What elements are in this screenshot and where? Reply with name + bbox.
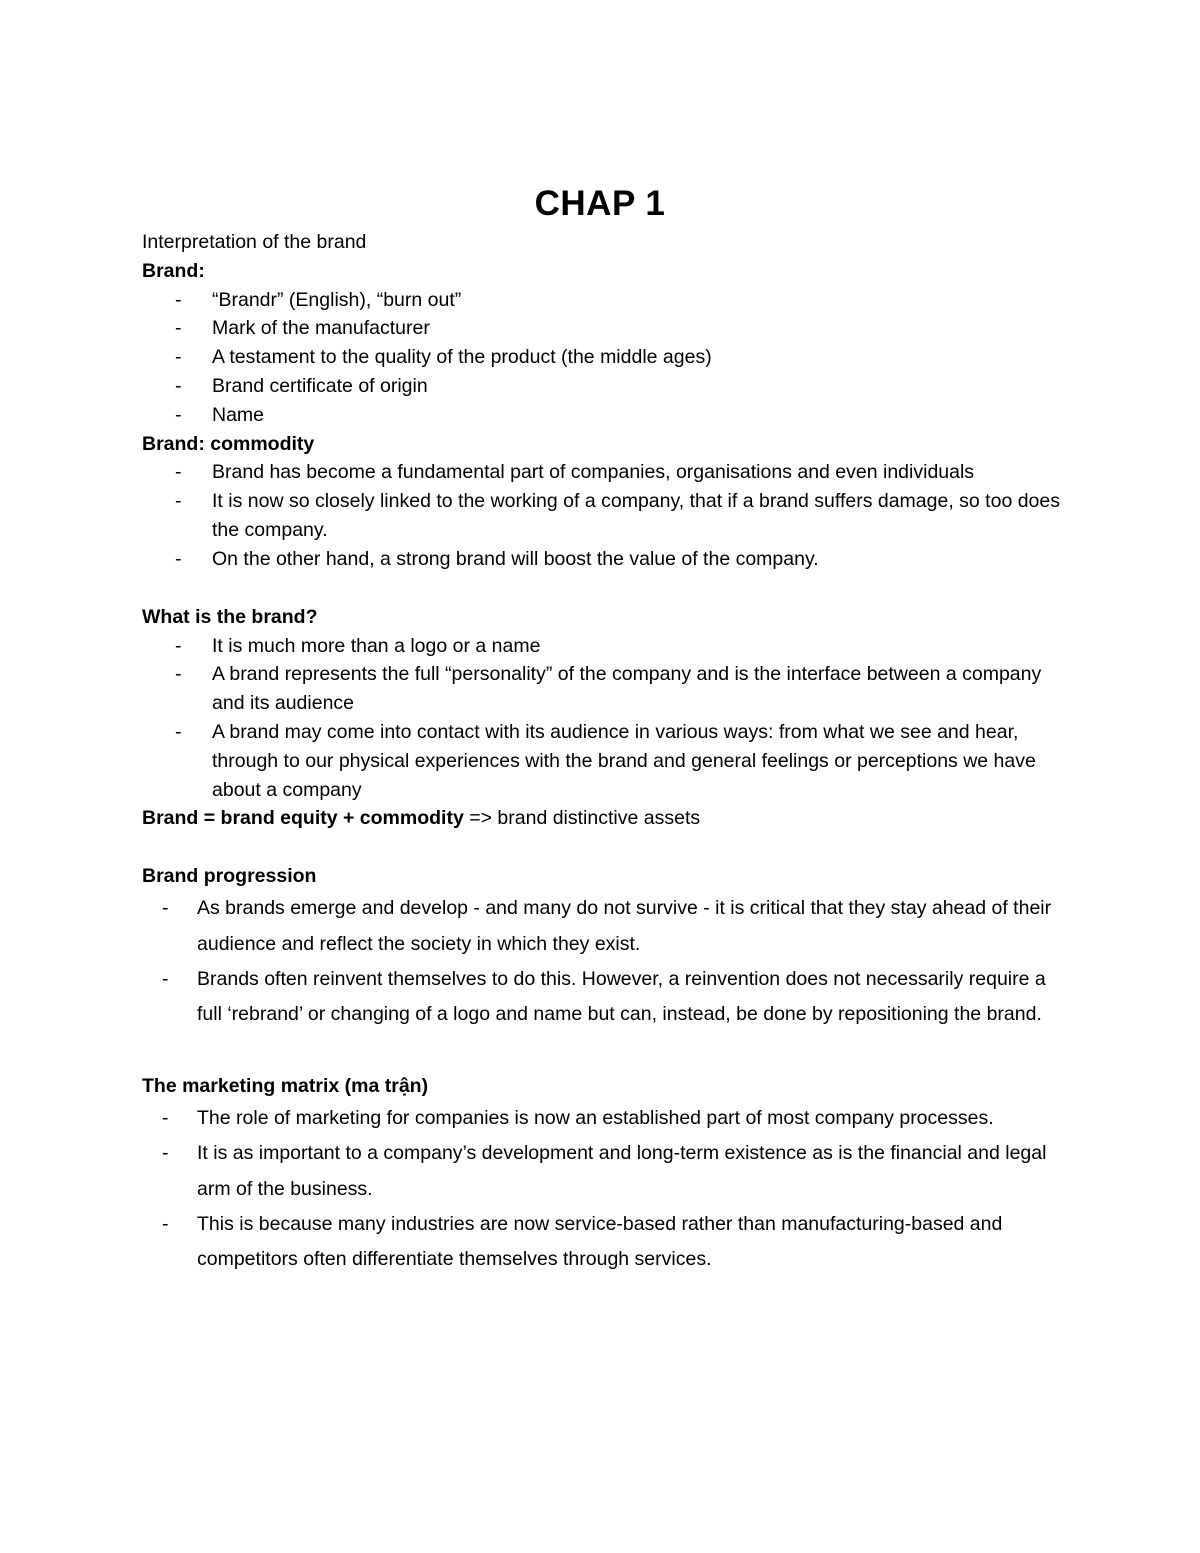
- list-item: [142, 1101, 1072, 1136]
- commodity-heading: Brand: commodity: [142, 432, 315, 455]
- equation-bold: Brand = brand equity + commodity: [142, 807, 464, 830]
- list-item: [142, 458, 1072, 487]
- list-item: [142, 343, 1072, 372]
- brand-list: [142, 286, 1072, 430]
- list-item-text: A brand represents the full “personality” of the company and is the interface between a company and its audience: [212, 663, 1042, 715]
- list-item-text: A testament to the quality of the product (the middle ages): [212, 346, 712, 369]
- bullet-dash: -: [175, 663, 182, 686]
- list-item-text: Brands often reinvent themselves to do this. However, a reinvention does not necessarily require a full ‘rebrand’ or changing of a logo and name but can, instead, be done by repositioning the brand.: [197, 967, 1046, 1026]
- list-item: [142, 401, 1072, 430]
- list-item-text: It is now so closely linked to the working of a company, that if a brand suffers damage, so too does the company.: [212, 490, 1060, 541]
- list-item-text: It is much more than a logo or a name: [212, 634, 541, 657]
- list-item-text: Brand certificate of origin: [212, 374, 428, 397]
- list-item: [142, 891, 1072, 962]
- what-list: [142, 632, 1072, 805]
- bullet-dash: -: [162, 1212, 169, 1235]
- bullet-dash: -: [162, 1142, 169, 1165]
- spacer: [142, 833, 1072, 861]
- progression-list: [142, 891, 1072, 1033]
- bullet-dash: -: [175, 403, 182, 426]
- bullet-dash: -: [175, 317, 182, 340]
- list-item: [142, 545, 1072, 574]
- list-item-text: Name: [212, 403, 265, 426]
- spacer: [142, 1033, 1072, 1071]
- list-item-text: On the other hand, a strong brand will boost the value of the company.: [212, 547, 819, 570]
- page-title: CHAP 1: [534, 184, 666, 223]
- progression-heading: Brand progression: [142, 865, 317, 888]
- list-item: [142, 1207, 1072, 1278]
- list-item: [142, 1136, 1072, 1207]
- list-item: [142, 286, 1072, 315]
- bullet-dash: -: [162, 1106, 169, 1129]
- what-heading: What is the brand?: [142, 605, 318, 628]
- bullet-dash: -: [162, 897, 169, 920]
- list-item-text: Mark of the manufacturer: [212, 317, 430, 340]
- list-item-text: A brand may come into contact with its audience in various ways: from what we see and hear, through to our physical experiences with the brand and general feelings or perceptions we have about a company: [212, 720, 1036, 801]
- matrix-list: [142, 1101, 1072, 1278]
- bullet-dash: -: [175, 374, 182, 397]
- commodity-list: [142, 458, 1072, 573]
- bullet-dash: -: [175, 346, 182, 369]
- equation-line: [142, 804, 1072, 833]
- document-body: [142, 228, 1072, 1278]
- bullet-dash: -: [175, 634, 182, 657]
- matrix-heading: The marketing matrix (ma trận): [142, 1074, 429, 1097]
- bullet-dash: -: [175, 547, 182, 570]
- spacer: [142, 574, 1072, 602]
- list-item-text: It is as important to a company’s development and long-term existence as is the financial and legal arm of the business.: [197, 1142, 1047, 1200]
- list-item-text: Brand has become a fundamental part of companies, organisations and even individuals: [212, 461, 975, 484]
- list-item: [142, 632, 1072, 661]
- equation-rest: => brand distinctive assets: [463, 807, 701, 830]
- list-item: [142, 314, 1072, 343]
- bullet-dash: -: [162, 967, 169, 990]
- list-item: [142, 372, 1072, 401]
- bullet-dash: -: [175, 288, 182, 311]
- list-item-text: “Brandr” (English), “burn out”: [212, 288, 462, 311]
- list-item-text: The role of marketing for companies is now an established part of most company processes.: [197, 1106, 994, 1129]
- list-item-text: This is because many industries are now service-based rather than manufacturing-based and competitors often differentiate themselves through services.: [197, 1212, 1003, 1271]
- intro-line: Interpretation of the brand: [142, 231, 367, 253]
- list-item: [142, 487, 1072, 545]
- list-item: [142, 660, 1072, 718]
- bullet-dash: -: [175, 720, 182, 743]
- list-item-text: As brands emerge and develop - and many do not survive - it is critical that they stay ahead of their audience and reflect the society in which they exist.: [197, 897, 1052, 955]
- list-item: [142, 962, 1072, 1033]
- bullet-dash: -: [175, 461, 182, 484]
- brand-heading: Brand:: [142, 259, 205, 282]
- bullet-dash: -: [175, 490, 182, 513]
- list-item: [142, 718, 1072, 804]
